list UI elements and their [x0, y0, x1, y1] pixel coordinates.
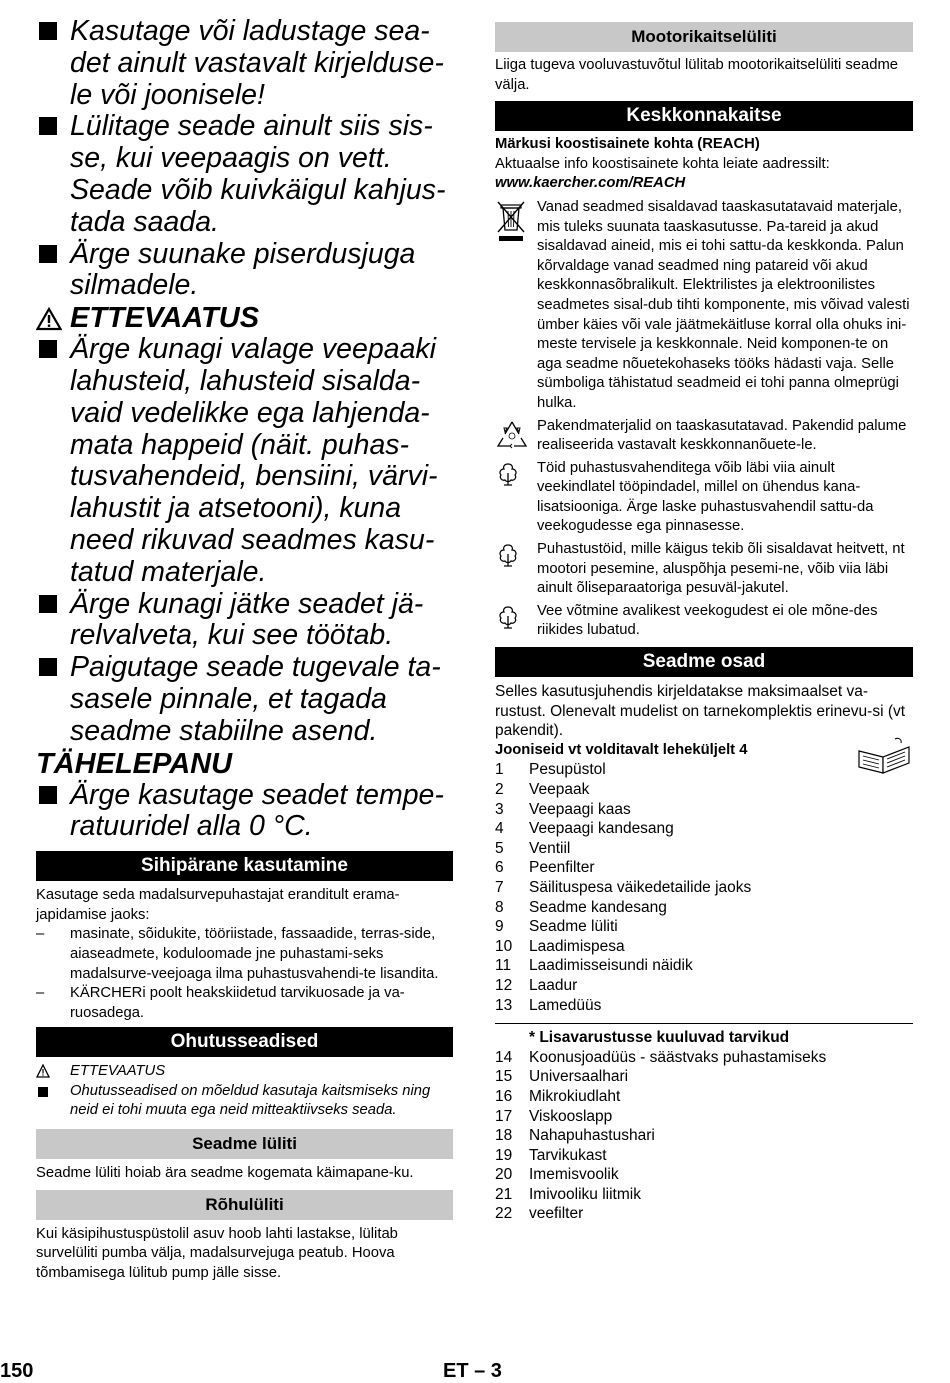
item-label: Seadme lüliti	[529, 918, 618, 936]
left-column	[36, 16, 453, 1283]
item-number: 8	[495, 898, 504, 916]
item-label: Lamedüüs	[529, 996, 602, 1014]
section-heading-parts: Seadme osad	[495, 647, 913, 677]
list-item	[495, 1107, 913, 1127]
item-label: Ventiil	[529, 839, 571, 857]
list-item	[495, 1087, 913, 1107]
item-label: Laadimisseisundi näidik	[529, 957, 693, 975]
item-label: Seadme kandesang	[529, 898, 667, 916]
item-label: Imemisvoolik	[529, 1166, 619, 1184]
parts-intro: Selles kasutusjuhendis kirjeldatakse maksimaalset va-rustust. Olenevalt mudelist on tarnekomplektis erinevu-si (vt pakendit).	[495, 683, 906, 740]
tree-icon	[495, 604, 521, 630]
item-label: Pesupüstol	[529, 761, 606, 779]
page-number: 150	[0, 1360, 34, 1382]
list-item	[495, 858, 913, 878]
item-number: 16	[495, 1087, 513, 1105]
item-number: 15	[495, 1068, 513, 1086]
item-number: 20	[495, 1166, 513, 1184]
list-item	[495, 819, 913, 839]
item-label: Veepaagi kandesang	[529, 820, 674, 838]
item-label: Laadur	[529, 976, 578, 994]
warning-item: Ärge suunake piserdusjuga silmadele.	[36, 239, 453, 303]
item-number: 1	[495, 761, 504, 779]
list-item	[495, 937, 913, 957]
safety-caution-text: Ohutusseadised on mõeldud kasutaja kaitsmiseks ning neid ei tohi muuta ega neid mitteaktiivseks seada.	[36, 1082, 453, 1121]
item-number: 2	[495, 781, 504, 798]
section-heading-environment: Keskkonnakaitse	[495, 101, 913, 131]
big-warning-list-1	[36, 16, 453, 302]
item-number: 22	[495, 1205, 513, 1223]
attention-heading: TÄHELEPANU	[36, 747, 233, 780]
accessories-list	[495, 1048, 913, 1224]
item-label: Säilituspesa väikedetailide jaoks	[529, 878, 752, 896]
item-label: Mikrokiudlaht	[529, 1087, 621, 1105]
item-label: Koonusjoadüüs - säästvaks puhastamiseks	[529, 1048, 827, 1066]
item-label: Peenfilter	[529, 859, 595, 877]
list-item	[495, 1185, 913, 1205]
reach-title: Märkusi koostisainete kohta (REACH)	[495, 136, 760, 153]
reach-url[interactable]: www.kaercher.com/REACH	[495, 175, 686, 192]
item-number: 9	[495, 918, 504, 936]
list-item	[495, 976, 913, 996]
warning-item: Kasutage või ladustage sea-det ainult vastavalt kirjelduse-le või joonisele!	[36, 16, 453, 111]
environment-item: Vanad seadmed sisaldavad taaskasutatavaid materjale, mis tuleks suunata taaskasutusse. Pa-tareid ja akud sisaldavad aineid, mis ei tohi sattu-da keskkonda. Palun kõrvaldage vanad seadmed ning patareid või akud keskkonnasõbralikult. Elektrilistes ja elektroonilistes seadmetes sisal-dub tihti komponente, mis võivad valesti ümber käies või vale jäätmekäitluse korral olla ohuks ini-meste tervisele ja keskkonnale. Neid komponen-te on aga seadme nõuetekohaseks tööks hädasti vaja. Selle sümboliga tähistatud seadmeid ei tohi panna olmeprügi hulka.	[495, 198, 913, 414]
list-item	[495, 917, 913, 937]
warning-item: Paigutage seade tugevale ta-sasele pinnale, et tagada seadme stabiilne asend.	[36, 652, 453, 747]
crossed-bin-icon	[495, 200, 527, 244]
language-page-label: ET – 3	[443, 1360, 502, 1382]
warning-item: Ärge kasutage seadet tempe-ratuuridel alla 0 °C.	[36, 780, 453, 844]
tree-icon	[495, 542, 521, 568]
item-number: 14	[495, 1048, 513, 1066]
list-item	[495, 1048, 913, 1068]
item-label: Nahapuhastushari	[529, 1127, 655, 1145]
divider	[495, 1023, 913, 1024]
environment-item: Töid puhastusvahenditega võib läbi viia ainult veekindlatel tööpindadel, millel on ühendus kana-lisatsiooniga. Ärge laske puhastusvahendil sattu-da veekogudesse ega pinnasesse.	[495, 459, 913, 537]
item-number: 6	[495, 859, 504, 877]
motor-switch-text: Liiga tugeva vooluvastuvõtul lülitab mootorikaitselüliti seadme välja.	[495, 57, 899, 93]
item-number: 10	[495, 937, 513, 955]
item-number: 11	[495, 957, 512, 975]
section-heading-device-switch: Seadme lüliti	[36, 1129, 453, 1159]
bullet-square-icon	[39, 658, 57, 676]
list-item	[495, 1126, 913, 1146]
list-item	[495, 996, 913, 1016]
intended-use-intro: Kasutage seda madalsurvepuhastajat eranditult erama-japidamise jaoks:	[36, 887, 400, 923]
list-item	[495, 956, 913, 976]
section-heading-safety-devices: Ohutusseadised	[36, 1027, 453, 1057]
list-item	[495, 1165, 913, 1185]
section-heading-intended-use: Sihipärane kasutamine	[36, 851, 453, 881]
item-number: 17	[495, 1107, 513, 1125]
item-number: 4	[495, 820, 504, 838]
list-item: – masinate, sõidukite, tööriistade, fassaadide, terras-side, aiaseadmete, koduloomade jne puhastami-seks madalsurve-veejoaga ilma puhastusvahendi-te lisandita.	[36, 926, 439, 982]
bullet-square-icon	[39, 595, 57, 613]
item-number: 21	[495, 1185, 513, 1203]
environment-item: Vee võtmine avalikest veekogudest ei ole mõne-des riikides lubatud.	[495, 602, 913, 641]
item-number: 7	[495, 878, 504, 896]
parts-list	[495, 760, 913, 1015]
list-item	[495, 1067, 913, 1087]
list-item	[495, 800, 913, 820]
accessories-heading: * Lisavarustusse kuuluvad tarvikud	[529, 1029, 790, 1047]
figure-reference: Jooniseid vt volditavalt leheküljelt 4	[495, 741, 748, 758]
item-number: 12	[495, 976, 513, 994]
warning-item: Lülitage seade ainult siis sis-se, kui veepaagis on vett. Seade võib kuivkäigul kahjus-tada saada.	[36, 111, 453, 238]
open-manual-icon	[855, 737, 913, 775]
list-item	[495, 780, 913, 800]
bullet-square-icon	[39, 117, 57, 135]
list-item	[495, 839, 913, 859]
list-item	[495, 1204, 913, 1224]
list-item	[495, 1146, 913, 1166]
section-heading-pressure-switch: Rõhulüliti	[36, 1190, 453, 1220]
item-label: Imivooliku liitmik	[529, 1185, 641, 1203]
bullet-square-icon	[38, 1087, 48, 1097]
item-number: 3	[495, 800, 504, 818]
list-item	[495, 760, 913, 780]
caution-heading: ETTEVAATUS	[36, 302, 453, 334]
big-warning-list-3	[36, 780, 453, 844]
big-warning-list-2	[36, 334, 453, 747]
section-heading-motor-switch: Mootorikaitselüliti	[495, 22, 913, 52]
item-label: veefilter	[529, 1205, 584, 1223]
warning-triangle-icon	[36, 307, 62, 331]
right-column	[495, 22, 913, 1224]
bullet-square-icon	[39, 22, 57, 40]
safety-caution-label: ETTEVAATUS	[36, 1062, 453, 1082]
item-label: Tarvikukast	[529, 1146, 607, 1164]
warning-triangle-icon	[36, 1064, 50, 1078]
item-label: Laadimispesa	[529, 937, 625, 955]
item-number: 18	[495, 1127, 513, 1145]
item-number: 19	[495, 1146, 513, 1164]
bullet-square-icon	[39, 340, 57, 358]
list-item	[495, 898, 913, 918]
tree-icon	[495, 461, 521, 487]
item-label: Veepaak	[529, 781, 590, 798]
item-number: 13	[495, 996, 513, 1014]
reach-text: Aktuaalse info koostisainete kohta leiate aadressilt:	[495, 155, 830, 172]
warning-item: Ärge kunagi jätke seadet jä-relvalveta, kui see töötab.	[36, 589, 453, 653]
device-switch-text: Seadme lüliti hoiab ära seadme kogemata käimapane-ku.	[36, 1165, 414, 1182]
bullet-square-icon	[39, 245, 57, 263]
item-label: Universaalhari	[529, 1068, 629, 1086]
list-item	[495, 878, 913, 898]
environment-item: Puhastustöid, mille käigus tekib õli sisaldavat heitvett, nt mootori pesemine, aluspõhja pesemi-ne, võib viia läbi ainult õliseparaatoriga pesuväl-jakutel.	[495, 540, 913, 599]
pressure-switch-text: Kui käsipihustuspüstolil asuv hoob lahti lastakse, lülitab survelüliti pumba välja, madalsurvejuga peatub. Hoova tõmbamisega lülitub pump jälle sisse.	[36, 1225, 398, 1281]
item-label: Veepaagi kaas	[529, 800, 631, 818]
item-label: Viskooslapp	[529, 1107, 613, 1125]
environment-item: Pakendmaterjalid on taaskasutatavad. Pakendid palume realiseerida vastavalt keskkonnanõuete-le.	[495, 417, 913, 456]
warning-item: Ärge kunagi valage veepaaki lahusteid, lahusteid sisalda-vaid vedelikke ega lahjenda-mata happeid (näit. puhas-tusvahendeid, bensiini, värvi-lahustit ja atsetooni), kuna need rikuvad seadmes kasu-tatud materjale.	[36, 334, 453, 588]
list-item: – KÄRCHERi poolt heakskiidetud tarvikuosade ja va-ruosadega.	[36, 985, 405, 1021]
item-number: 5	[495, 839, 504, 857]
bullet-square-icon	[39, 786, 57, 804]
recycle-icon	[495, 419, 529, 451]
